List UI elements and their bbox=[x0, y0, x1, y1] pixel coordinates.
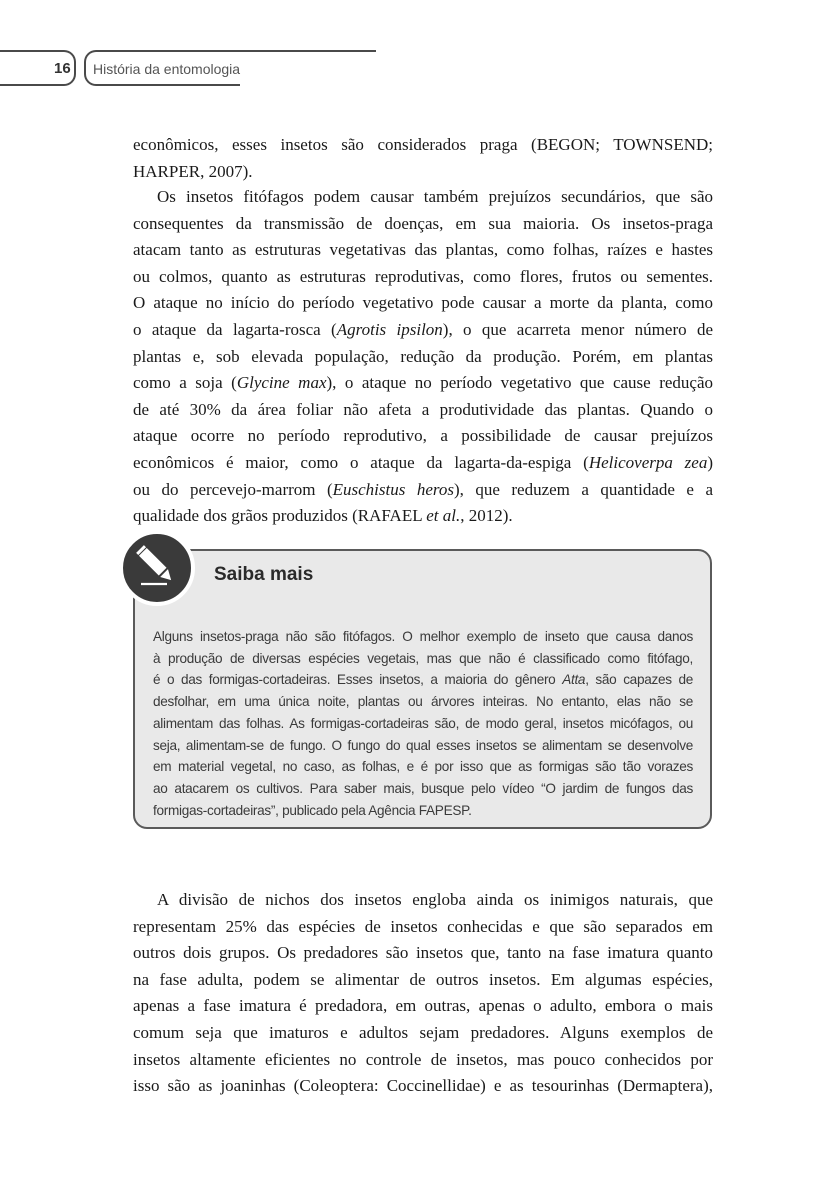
text-line: atacam tanto as estruturas vegetativas das plantas, como folhas, raízes e hastes bbox=[133, 240, 713, 260]
text-line: O ataque no início do período vegetativo pode causar a morte da planta, como bbox=[133, 293, 713, 313]
text-line: ou colmos, quanto as estruturas reprodutivas, como flores, frutos ou sementes. bbox=[133, 266, 713, 286]
paragraph-3 bbox=[133, 887, 713, 1100]
running-title: História da entomologia bbox=[93, 61, 241, 77]
callout-text bbox=[153, 626, 693, 821]
text-line: Os insetos fitófagos podem causar também prejuízos secundários, que são bbox=[157, 187, 713, 206]
text-line: qualidade dos grãos produzidos (RAFAEL et al., 2012). bbox=[133, 506, 513, 526]
callout-line: à produção de diversas espécies vegetais, mas que não é classificado como fitófago, bbox=[153, 650, 693, 666]
text-line: na fase adulta, podem se alimentar de outros insetos. Em algumas espécies, bbox=[133, 969, 713, 989]
text-line: apenas a fase imatura é predadora, em outras, apenas o adulto, embora o mais bbox=[133, 996, 713, 1016]
callout-line: desfolhar, em uma única noite, plantas ou árvores inteiras. No entanto, elas não se bbox=[153, 694, 693, 710]
text-line: consequentes da transmissão de doenças, em sua maioria. Os insetos-praga bbox=[133, 213, 713, 233]
text-line: HARPER, 2007). bbox=[133, 161, 253, 181]
text-line: A divisão de nichos dos insetos engloba ainda os inimigos naturais, que bbox=[157, 890, 713, 909]
paragraph-1 bbox=[133, 132, 713, 185]
text-line: como a soja (Glycine max), o ataque no período vegetativo que cause redução bbox=[133, 373, 713, 393]
text-line: de até 30% da área foliar não afeta a produtividade das plantas. Quando o bbox=[133, 399, 713, 419]
callout-line: em material vegetal, no caso, as folhas, e é por isso que as formigas são tão vorazes bbox=[153, 759, 693, 775]
text-line: ataque ocorre no período reprodutivo, a possibilidade de causar prejuízos bbox=[133, 426, 713, 446]
text-line: representam 25% das espécies de insetos conhecidas e que são separados em bbox=[133, 916, 713, 936]
running-title-frame-gap bbox=[240, 83, 380, 89]
callout-title: Saiba mais bbox=[214, 564, 314, 585]
callout-line: Alguns insetos-praga não são fitófagos. O melhor exemplo de inseto que causa danos bbox=[153, 629, 693, 644]
text-line: plantas e, sob elevada população, redução da produção. Porém, em plantas bbox=[133, 346, 713, 366]
text-line: o ataque da lagarta-rosca (Agrotis ipsilon), o que acarreta menor número de bbox=[133, 319, 714, 339]
text-line: outros dois grupos. Os predadores são insetos que, tanto na fase imatura quanto bbox=[133, 943, 713, 963]
page-number: 16 bbox=[54, 60, 71, 77]
text-line: comum seja que imaturos e adultos sejam predadores. Alguns exemplos de bbox=[133, 1022, 713, 1042]
text-line: isso são as joaninhas (Coleoptera: Coccinellidae) e as tesourinhas (Dermaptera), bbox=[133, 1076, 713, 1096]
callout-line: formigas-cortadeiras”, publicado pela Agência FAPESP. bbox=[153, 802, 472, 818]
callout-line: é o das formigas-cortadeiras. Esses insetos, a maioria do gênero Atta, são capazes de bbox=[153, 672, 693, 688]
text-line: econômicos, esses insetos são considerados praga (BEGON; TOWNSEND; bbox=[133, 135, 713, 154]
callout-line: seja, alimentam-se de fungo. O fungo do qual esses insetos se alimentam se desenvolve bbox=[153, 737, 693, 753]
paragraph-2 bbox=[133, 184, 713, 530]
text-line: insetos altamente eficientes no controle de insetos, mas pouco conhecidos por bbox=[133, 1049, 713, 1069]
pencil-icon bbox=[119, 530, 195, 606]
callout-line: alimentam das folhas. As formigas-cortadeiras são, de modo geral, insetos micófagos, ou bbox=[153, 715, 693, 731]
text-line: econômicos é maior, como o ataque da lagarta-da-espiga (Helicoverpa zea) bbox=[133, 452, 713, 472]
text-line: ou do percevejo-marrom (Euschistus heros), que reduzem a quantidade e a bbox=[133, 479, 713, 499]
callout-line: ao atacarem os cultivos. Para saber mais, busque pelo vídeo “O jardim de fungos das bbox=[153, 780, 693, 796]
